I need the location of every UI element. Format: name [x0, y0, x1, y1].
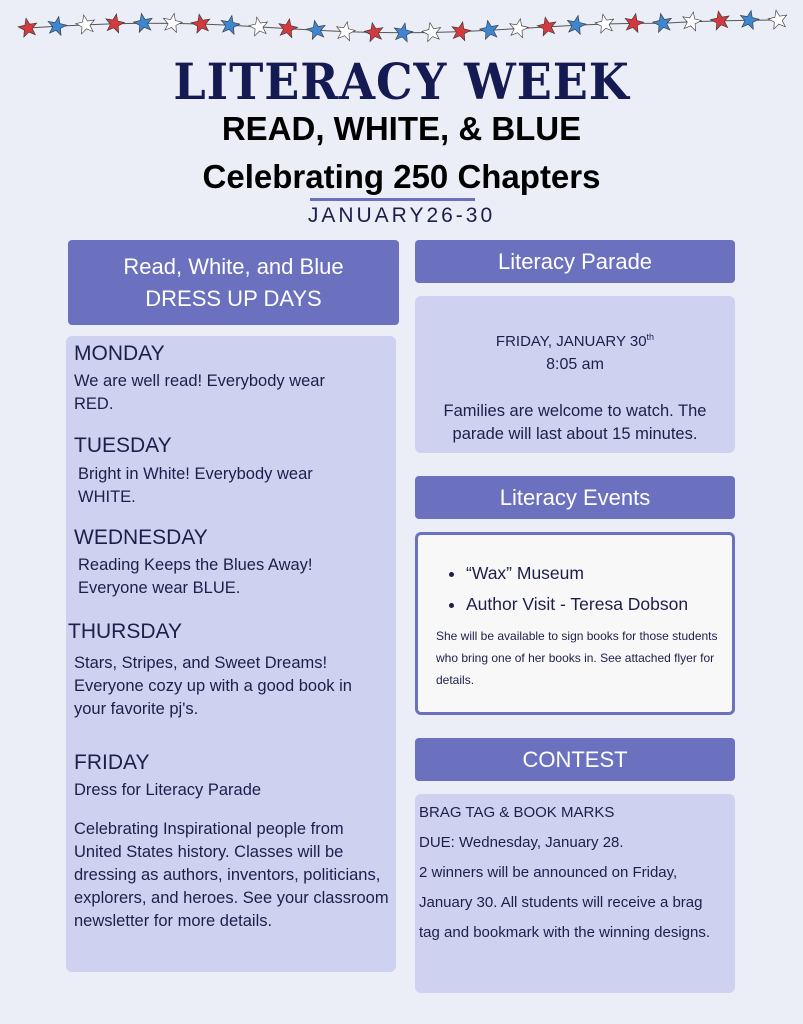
- contest-heading: CONTEST: [415, 738, 735, 781]
- parade-note: Families are welcome to watch. The parade will last about 15 minutes.: [443, 402, 707, 443]
- star-icon: [768, 10, 787, 29]
- day-friday-text: Dress for Literacy Parade: [74, 781, 262, 799]
- contest-box: [415, 794, 735, 993]
- parade-time: 8:05 am: [546, 356, 604, 373]
- day-monday-text: We are well read! Everybody wear RED.: [74, 372, 325, 413]
- day-thursday-text: Stars, Stripes, and Sweet Dreams! Everyone cozy up with a good book in your favorite pj's.: [74, 654, 352, 718]
- star-icon: [191, 14, 210, 33]
- contest-details: 2 winners will be announced on Friday, January 30. All students will receive a brag tag and bookmark with the winning designs.: [419, 864, 711, 941]
- divider: [310, 198, 475, 201]
- day-tuesday: TUESDAY: [74, 434, 172, 457]
- star-icon: [683, 12, 702, 31]
- event-dates: JANUARY26-30: [307, 204, 496, 227]
- star-icon: [452, 22, 471, 41]
- day-monday: MONDAY: [74, 342, 165, 365]
- day-friday-details: Celebrating Inspirational people from United States history. Classes will be dressing as authors, inventors, politicians, explorers, and heroes. See your classroom newsletter for more details.: [74, 820, 389, 930]
- day-friday: FRIDAY: [74, 751, 150, 774]
- parade-date-suffix: th: [646, 332, 655, 342]
- star-icon: [106, 14, 125, 33]
- dress-up-days-box: [66, 336, 396, 972]
- events-heading: Literacy Events: [415, 476, 735, 519]
- dress-up-heading: [68, 240, 399, 325]
- events-list: [418, 563, 732, 615]
- contest-text: [419, 798, 727, 948]
- star-garland: [10, 0, 795, 50]
- parade-box: [415, 296, 735, 453]
- tagline: Celebrating 250 Chapters: [202, 158, 601, 195]
- star-icon: [249, 17, 268, 36]
- event-item: • “Wax” Museum: [466, 563, 732, 584]
- subtitle: READ, WHITE, & BLUE: [221, 110, 582, 147]
- contest-due: DUE: Wednesday, January 28.: [419, 834, 624, 851]
- star-icon: [307, 20, 326, 39]
- dress-up-heading-line1: Read, White, and Blue: [123, 253, 344, 279]
- events-note: She will be available to sign books for those students who bring one of her books in. See attached flyer for details.: [436, 629, 718, 687]
- dress-up-heading-line2: DRESS UP DAYS: [145, 285, 322, 311]
- page-title: LITERACY WEEK: [173, 52, 630, 111]
- parade-heading: Literacy Parade: [415, 240, 735, 283]
- parade-date-line: [415, 326, 735, 353]
- day-wednesday-text: Reading Keeps the Blues Away! Everyone wear BLUE.: [78, 556, 313, 597]
- star-icon: [567, 16, 586, 35]
- star-icon: [625, 14, 644, 33]
- star-icon: [48, 17, 67, 36]
- contest-title: BRAG TAG & BOOK MARKS: [419, 804, 615, 821]
- event-item: • Author Visit - Teresa Dobson: [466, 594, 732, 615]
- day-tuesday-text: Bright in White! Everybody wear WHITE.: [78, 465, 313, 506]
- events-box: [415, 532, 735, 715]
- day-wednesday: WEDNESDAY: [74, 526, 208, 549]
- parade-date: FRIDAY, JANUARY 30: [495, 333, 647, 350]
- day-thursday: THURSDAY: [68, 620, 182, 643]
- star-icon: [510, 19, 529, 38]
